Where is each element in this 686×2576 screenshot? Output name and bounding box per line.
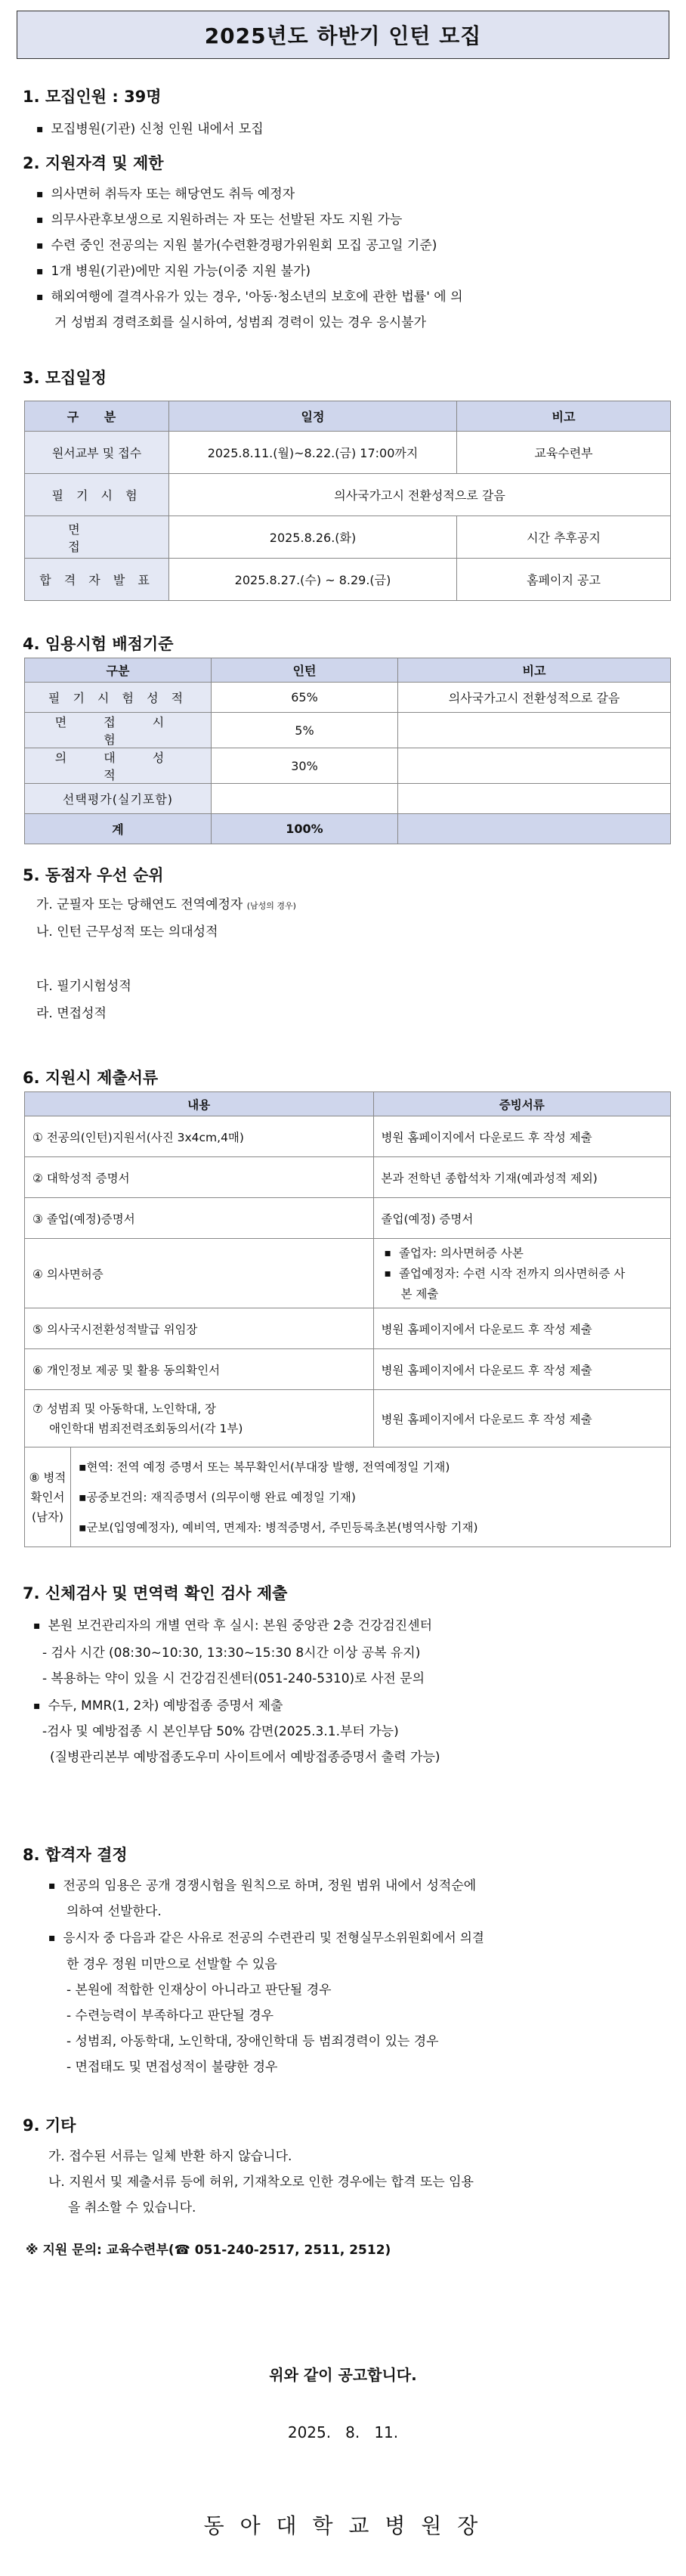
signature: 동 아 대 학 교 병 원 장 [203,2513,483,2538]
schedule-date: 2025.8.11.(월)~8.22.(금) 17:00까지 [169,432,457,474]
schedule-label: 원서교부 및 접수 [25,432,169,474]
tiebreak-a-note: (남성의 경우) [246,901,296,911]
table-row [25,474,671,516]
s2-item-continued: 거 성범죄 경력조회를 실시하여, 성범죄 경력이 있는 경우 응시불가 [54,315,427,330]
s2-item: ▪ 의무사관후보생으로 지원하려는 자 또는 선발된 자도 지원 가능 [36,209,402,228]
table-row-total [25,814,671,844]
scoring-value: 30% [212,748,398,784]
document-content: ② 대학성적 증명서 [25,1157,374,1198]
table-row [25,1116,671,1157]
scoring-note: 의사국가고시 전환성적으로 갈음 [398,683,671,713]
schedule-note: 홈페이지 공고 [457,559,671,601]
schedule-label: 합 격 자 발 표 [25,559,169,601]
scoring-header: 구분 [25,658,212,683]
section-1-heading: 1. 모집인원 : 39명 [23,88,162,106]
document-proof: 병원 홈페이지에서 다운로드 후 작성 제출 [373,1390,671,1447]
scoring-note [398,748,671,784]
scoring-label: 의 대 성 적 [25,748,212,784]
document-proof: 병원 홈페이지에서 다운로드 후 작성 제출 [373,1308,671,1349]
s2-item: ▪ 1개 병원(기관)에만 지원 가능(이중 지원 불가) [36,260,311,279]
s8-line: - 면접태도 및 면접성적이 불량한 경우 [66,2060,278,2075]
s8-line: ▪ 응시자 중 다음과 같은 사유로 전공의 수련관리 및 전형실무소위원회에서 의결 [48,1927,484,1946]
s2-item: ▪ 해외여행에 결격사유가 있는 경우, '아동·청소년의 보호에 관한 법률' 에 의 [36,286,463,305]
s8-line: 한 경우 정원 미만으로 선발할 수 있음 [66,1957,277,1972]
table-row [25,1198,671,1239]
table-row [25,784,671,814]
documents-header: 증빙서류 [373,1092,671,1116]
s8-line: 의하여 선발한다. [66,1904,162,1919]
schedule-label: 면 접 [25,516,169,559]
scoring-label: 필 기 시 험 성 적 [25,683,212,713]
scoring-header: 비고 [398,658,671,683]
proof-line: ▪ 졸업예정자: 수련 시작 전까지 의사면허증 사 [382,1264,663,1284]
page-title: 2025년도 하반기 인턴 모집 [17,11,669,59]
schedule-header: 구 분 [25,401,169,432]
s9-line: 가. 접수된 서류는 일체 반환 하지 않습니다. [48,2149,292,2164]
schedule-header: 비고 [457,401,671,432]
military-items [71,1447,671,1547]
table-row [25,432,671,474]
content-line: 애인학대 범죄전력조회동의서(각 1부) [49,1421,243,1435]
military-item: ▪군보(입영예정자), 예비역, 면제자: 병적증명서, 주민등록초본(병역사항 기재) [79,1520,478,1534]
scoring-note [398,713,671,748]
proof-line: ▪ 졸업자: 의사면허증 사본 [382,1243,663,1264]
s8-line: - 수련능력이 부족하다고 판단될 경우 [66,2008,274,2023]
s7-line: - 검사 시간 (08:30~10:30, 13:30~15:30 8시간 이상 공복 유지) [42,1646,421,1661]
scoring-total-label: 계 [25,814,212,844]
content-line: ⑦ 성범죄 및 아동학대, 노인학대, 장 [32,1401,217,1416]
s7-line: -검사 및 예방접종 시 본인부담 50% 감면(2025.3.1.부터 가능) [42,1724,399,1739]
tiebreak-a: 가. 군필자 또는 당해연도 전역예정자 (남성의 경우) [36,897,296,912]
document-proof: 본과 전학년 종합석차 기재(예과성적 제외) [373,1157,671,1198]
section-6-heading: 6. 지원시 제출서류 [23,1069,159,1087]
document-content: ④ 의사면허증 [25,1239,374,1308]
scoring-value: 65% [212,683,398,713]
schedule-label: 필 기 시 험 [25,474,169,516]
schedule-date: 의사국가고시 전환성적으로 갈음 [169,474,671,516]
scoring-value: 5% [212,713,398,748]
s7-line: ▪ 수두, MMR(1, 2차) 예방접종 증명서 제출 [33,1695,283,1714]
scoring-label: 면 접 시 험 [25,713,212,748]
document-content [25,1390,374,1447]
table-row [25,748,671,784]
scoring-value [212,784,398,814]
document-proof [373,1239,671,1308]
scoring-note [398,784,671,814]
document-proof: 병원 홈페이지에서 다운로드 후 작성 제출 [373,1116,671,1157]
table-row [25,1390,671,1447]
section-3-heading: 3. 모집일정 [23,369,107,387]
section-4-heading: 4. 임용시험 배점기준 [23,635,174,653]
s8-line: - 성범죄, 아동학대, 노인학대, 장애인학대 등 범죄경력이 있는 경우 [66,2034,439,2049]
table-row [25,516,671,559]
section-9-heading: 9. 기타 [23,2116,76,2135]
scoring-total-value: 100% [212,814,398,844]
schedule-date: 2025.8.27.(수) ~ 8.29.(금) [169,559,457,601]
scoring-table [24,658,671,844]
tiebreak-b: 나. 인턴 근무성적 또는 의대성적 [36,924,218,940]
table-row [25,1239,671,1308]
schedule-table [24,401,671,601]
s1-item: ▪ 모집병원(기관) 신청 인원 내에서 모집 [36,118,264,137]
table-row [25,559,671,601]
table-row [25,1349,671,1390]
tiebreak-c: 다. 필기시험성적 [36,979,131,994]
document-content: ⑤ 의사국시전환성적발급 위임장 [25,1308,374,1349]
section-8-heading: 8. 합격자 결정 [23,1846,128,1864]
table-row [25,683,671,713]
schedule-date: 2025.8.26.(화) [169,516,457,559]
document-content: ⑥ 개인정보 제공 및 활용 동의확인서 [25,1349,374,1390]
document-proof: 병원 홈페이지에서 다운로드 후 작성 제출 [373,1349,671,1390]
document-proof: 졸업(예정) 증명서 [373,1198,671,1239]
s7-line: (질병관리본부 예방접종도우미 사이트에서 예방접종증명서 출력 가능) [50,1750,440,1765]
section-2-heading: 2. 지원자격 및 제한 [23,154,164,172]
table-row [25,1308,671,1349]
military-item: ▪공중보건의: 재직증명서 (의무이행 완료 예정일 기재) [79,1490,356,1504]
scoring-label: 선택평가(실기포함) [25,784,212,814]
documents-header: 내용 [25,1092,374,1116]
document-content: ③ 졸업(예정)증명서 [25,1198,374,1239]
tiebreak-d: 라. 면접성적 [36,1006,107,1021]
table-row [25,1157,671,1198]
document-content: ① 전공의(인턴)지원서(사진 3x4cm,4매) [25,1116,374,1157]
s8-line: - 본원에 적합한 인재상이 아니라고 판단될 경우 [66,1983,332,1998]
schedule-note: 시간 추후공지 [457,516,671,559]
s9-line: 을 취소할 수 있습니다. [68,2200,196,2215]
section-7-heading: 7. 신체검사 및 면역력 확인 검사 제출 [23,1584,288,1602]
table-row-military [25,1447,671,1547]
table-row [25,713,671,748]
military-item: ▪현역: 전역 예정 증명서 또는 복무확인서(부대장 발행, 전역예정일 기재) [79,1460,450,1474]
notice-date: 2025. 8. 11. [287,2423,399,2441]
contact-info: ※ 지원 문의: 교육수련부(☎ 051-240-2517, 2511, 2512) [26,2243,391,2258]
military-label: ⑧ 병적 확인서 (남자) [25,1447,71,1547]
s9-line: 나. 지원서 및 제출서류 등에 허위, 기재착오로 인한 경우에는 합격 또는 임용 [48,2175,474,2190]
scoring-header: 인턴 [212,658,398,683]
s7-line: - 복용하는 약이 있을 시 건강검진센터(051-240-5310)로 사전 문의 [42,1671,425,1686]
schedule-note: 교육수련부 [457,432,671,474]
proof-line: 본 제출 [400,1286,439,1301]
section-5-heading: 5. 동점자 우선 순위 [23,866,164,884]
documents-table [24,1091,671,1547]
s2-item: ▪ 수련 중인 전공의는 지원 불가(수련환경평가위원회 모집 공고일 기준) [36,234,437,253]
closing-statement: 위와 같이 공고합니다. [269,2366,417,2384]
s8-line: ▪ 전공의 임용은 공개 경쟁시험을 원칙으로 하며, 정원 범위 내에서 성적순에 [48,1875,476,1893]
s7-line: ▪ 본원 보건관리자의 개별 연락 후 실시: 본원 중앙관 2층 건강검진센터 [33,1615,432,1633]
schedule-header: 일정 [169,401,457,432]
s2-item: ▪ 의사면허 취득자 또는 해당연도 취득 예정자 [36,183,295,202]
